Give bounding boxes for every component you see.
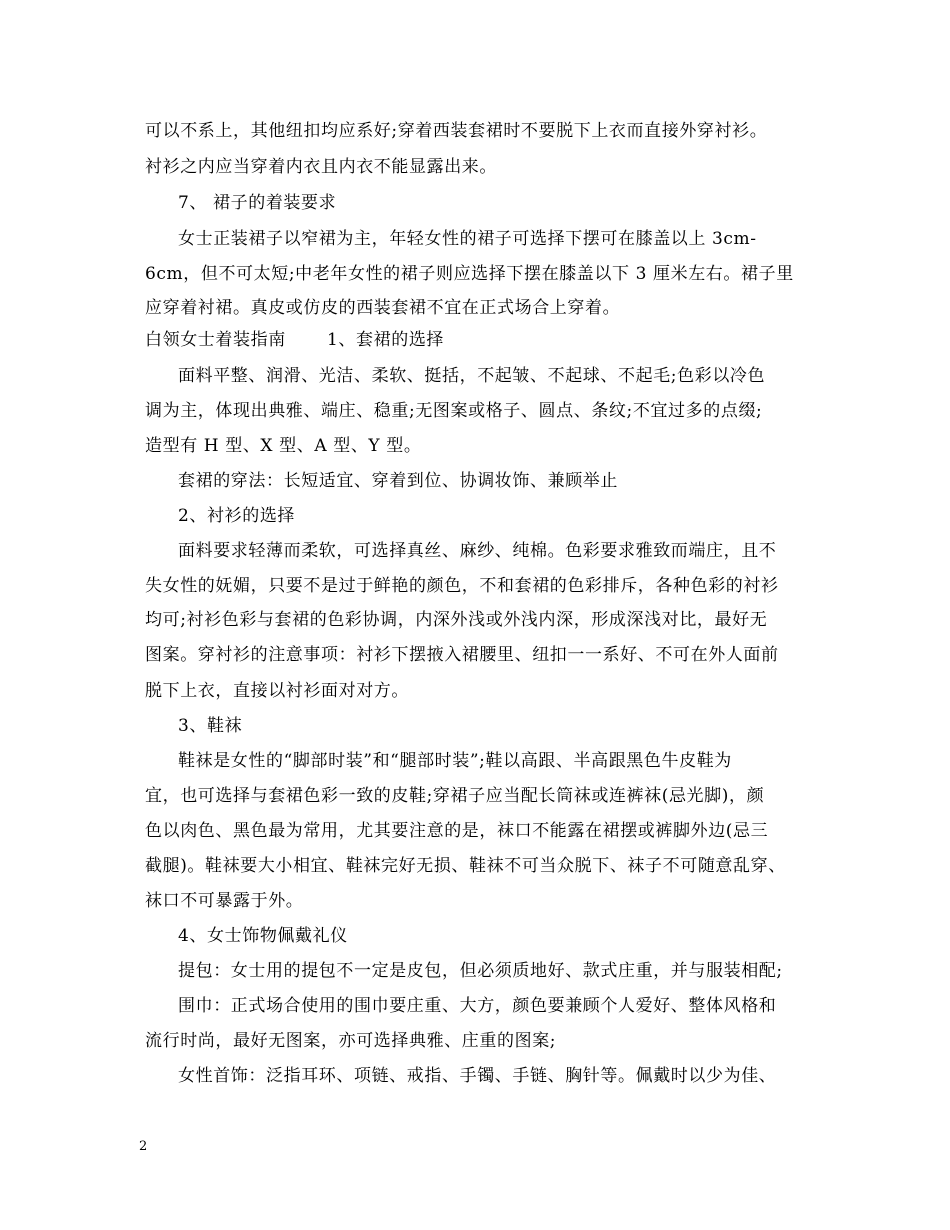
text-line: 流行时尚，最好无图案，亦可选择典雅、庄重的图案; [145, 1031, 557, 1051]
text-line: 面料平整、润滑、光洁、柔软、挺括，不起皱、不起球、不起毛;色彩以冷色 [178, 366, 766, 386]
text-line: 脱下上衣，直接以衬衫面对对方。 [145, 681, 409, 701]
text-line: 提包：女士用的提包不一定是皮包，但必须质地好、款式庄重，并与服装相配; [178, 961, 783, 981]
text-line: 面料要求轻薄而柔软，可选择真丝、麻纱、纯棉。色彩要求雅致而端庄，且不 [178, 541, 777, 561]
text-line: 图案。穿衬衫的注意事项：衬衫下摆掖入裙腰里、纽扣一一系好、不可在外人面前 [145, 645, 779, 665]
text-line: 围巾：正式场合使用的围巾要庄重、大方，颜色要兼顾个人爱好、整体风格和 [178, 996, 777, 1016]
section-heading: 7、 裙子的着装要求 [178, 193, 337, 213]
text-line: 袜口不可暴露于外。 [145, 891, 304, 911]
section-heading: 2、衬衫的选择 [178, 506, 296, 526]
text-line: 女性首饰：泛指耳环、项链、戒指、手镯、手链、胸针等。佩戴时以少为佳、 [178, 1066, 777, 1086]
text-line: 造型有 H 型、X 型、A 型、Y 型。 [145, 436, 422, 456]
text-line: 可以不系上，其他纽扣均应系好;穿着西装套裙时不要脱下上衣而直接外穿衬衫。 [145, 121, 768, 141]
section-heading: 4、女士饰物佩戴礼仪 [178, 926, 348, 946]
text-line: 鞋袜是女性的“脚部时装”和“腿部时装”;鞋以高跟、半高跟黑色牛皮鞋为 [178, 751, 732, 771]
text-line: 调为主，体现出典雅、端庄、稳重;无图案或格子、圆点、条纹;不宜过多的点缀; [145, 401, 763, 421]
text-line: 女士正装裙子以窄裙为主，年轻女性的裙子可选择下摆可在膝盖以上 3cm- [178, 229, 757, 249]
text-line: 失女性的妩媚，只要不是过于鲜艳的颜色，不和套裙的色彩排斥，各种色彩的衬衫 [145, 576, 779, 596]
text-line: 宜，也可选择与套裙色彩一致的皮鞋;穿裙子应当配长筒袜或连裤袜(忌光脚)，颜 [145, 786, 765, 806]
text-line: 6cm，但不可太短;中老年女性的裙子则应选择下摆在膝盖以下 3 厘米左右。裙子里 [145, 264, 794, 284]
text-line: 截腿)。鞋袜要大小相宜、鞋袜完好无损、鞋袜不可当众脱下、袜子不可随意乱穿、 [145, 856, 786, 876]
text-line: 均可;衬衫色彩与套裙的色彩协调，内深外浅或外浅内深，形成深浅对比，最好无 [145, 610, 768, 630]
text-line: 色以肉色、黑色最为常用，尤其要注意的是，袜口不能露在裙摆或裤脚外边(忌三 [145, 821, 769, 841]
text-line: 套裙的穿法：长短适宜、穿着到位、协调妆饰、兼顾举止 [178, 471, 618, 491]
page-number: 2 [139, 1139, 148, 1154]
section-heading: 白领女士着装指南 1、套裙的选择 [145, 330, 445, 350]
text-line: 应穿着衬裙。真皮或仿皮的西装套裙不宜在正式场合上穿着。 [145, 298, 621, 318]
section-heading: 3、鞋袜 [178, 716, 243, 736]
text-line: 衬衫之内应当穿着内衣且内衣不能显露出来。 [145, 157, 497, 177]
